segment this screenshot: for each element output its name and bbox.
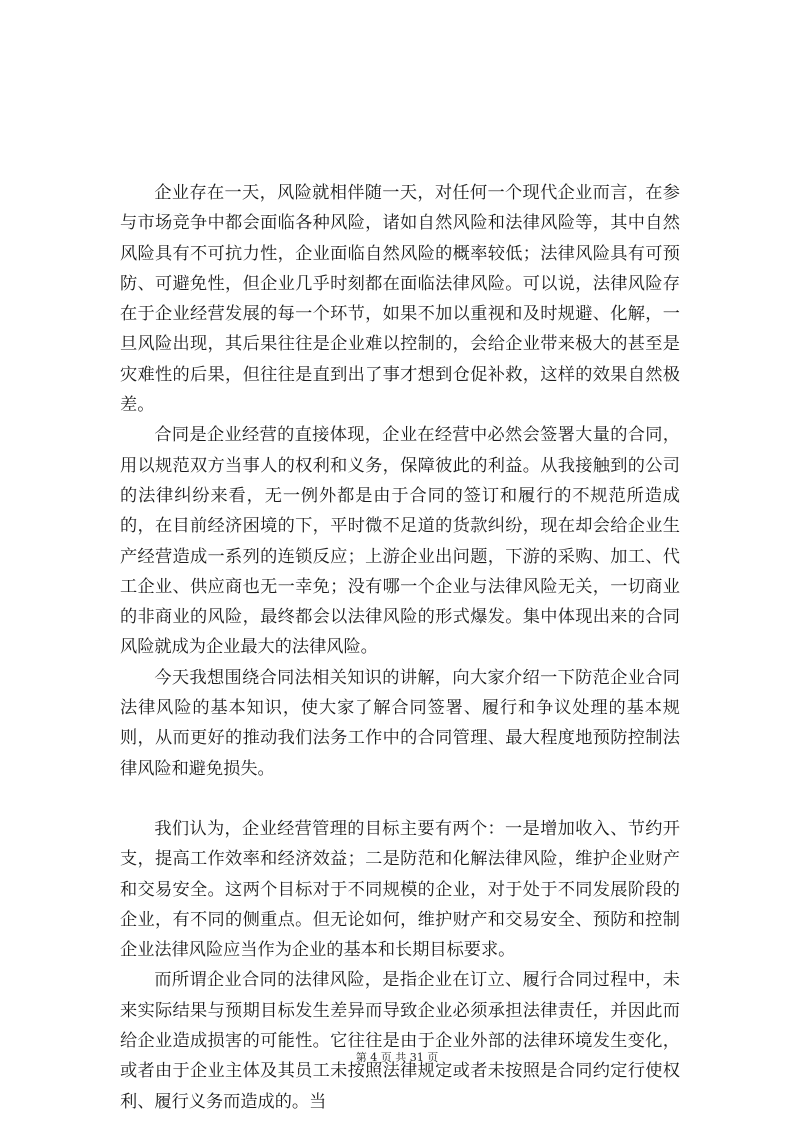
page-number-footer: 第 4 页 共 31 页 (355, 1051, 439, 1064)
document-body (120, 178, 680, 1117)
paragraph-3: 今天我想围绕合同法相关知识的讲解，向大家介绍一下防范企业合同法律风险的基本知识，使大家了解合同签署、履行和争议处理的基本规则，从而更好的推动我们法务工作中的合同管理、最大程度地预防控制法律风险和避免损失。 (120, 667, 680, 779)
paragraph-4: 我们认为，企业经营管理的目标主要有两个：一是增加收入、节约开支，提高工作效率和经济效益；二是防范和化解法律风险，维护企业财产和交易安全。这两个目标对于不同规模的企业，对于处于不同发展阶段的企业，有不同的侧重点。但无论如何，维护财产和交易安全、预防和控制企业法律风险应当作为企业的基本和长期目标要求。 (120, 818, 680, 961)
paragraph-2: 合同是企业经营的直接体现，企业在经营中必然会签署大量的合同，用以规范双方当事人的权利和义务，保障彼此的利益。从我接触到的公司的法律纠纷来看，无一例外都是由于合同的签订和履行的不规范所造成的，在目前经济困境的下，平时微不足道的货款纠纷，现在却会给企业生产经营造成一系列的连锁反应；上游企业出问题，下游的采购、加工、代工企业、供应商也无一幸免；没有哪一个企业与法律风险无关，一切商业的非商业的风险，最终都会以法律风险的形式爆发。集中体现出来的合同风险就成为企业最大的法律风险。 (120, 425, 680, 658)
paragraph-gap (120, 784, 680, 814)
paragraph-5: 而所谓企业合同的法律风险，是指企业在订立、履行合同过程中，未来实际结果与预期目标发生差异而导致企业必须承担法律责任，并因此而给企业造成损害的可能性。它往往是由于企业外部的法律环境发生变化，或者由于企业主体及其员工未按照法律规定或者未按照是合同约定行使权利、履行义务而造成的。当 (120, 970, 680, 1112)
paragraph-1: 企业存在一天，风险就相伴随一天，对任何一个现代企业而言，在参与市场竞争中都会面临各种风险，诸如自然风险和法律风险等，其中自然风险具有不可抗力性，企业面临自然风险的概率较低；法律风险具有可预防、可避免性，但企业几乎时刻都在面临法律风险。可以说，法律风险存在于企业经营发展的每一个环节，如果不加以重视和及时规避、化解，一旦风险出现，其后果往往是企业难以控制的，会给企业带来极大的甚至是灾难性的后果，但往往是直到出了事才想到仓促补救，这样的效果自然极差。 (120, 183, 680, 416)
